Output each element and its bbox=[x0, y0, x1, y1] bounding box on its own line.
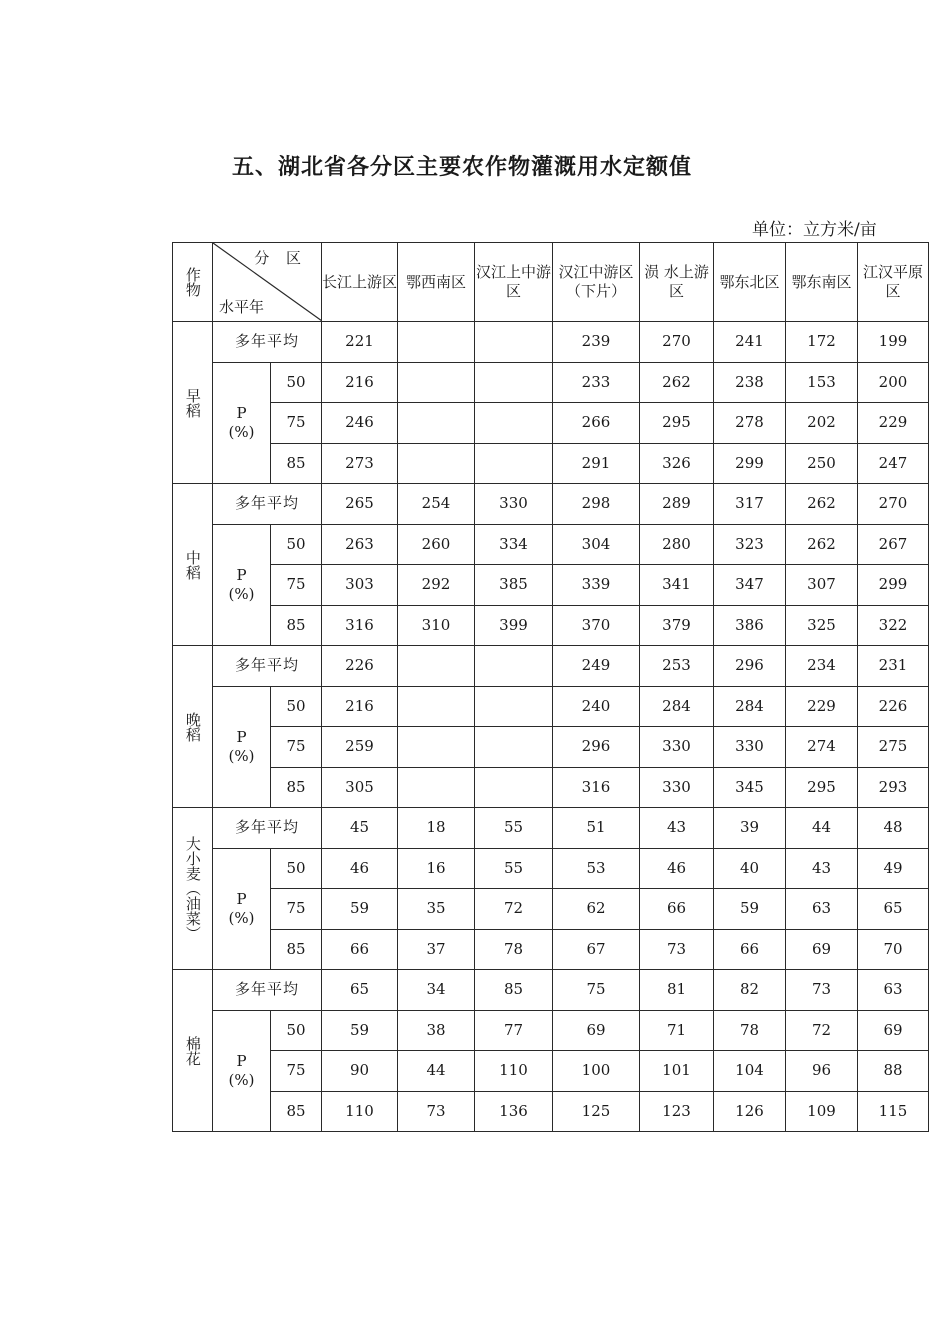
quota-value-cell: 37 bbox=[398, 929, 475, 970]
quota-value-cell: 233 bbox=[553, 362, 640, 403]
table-row bbox=[173, 970, 929, 1011]
zone-header: 汉江中游区（下片） bbox=[553, 243, 640, 322]
crop-name-cell: 中稻 bbox=[173, 484, 213, 646]
quota-value-cell: 284 bbox=[640, 686, 714, 727]
quota-value-cell: 296 bbox=[553, 727, 640, 768]
table-row bbox=[173, 484, 929, 525]
quota-value-cell: 295 bbox=[786, 767, 858, 808]
crop-name-cell: 棉花 bbox=[173, 970, 213, 1132]
quota-value-cell: 296 bbox=[714, 646, 786, 687]
zone-header: 鄂西南区 bbox=[398, 243, 475, 322]
quota-value-cell: 262 bbox=[786, 524, 858, 565]
quota-value-cell: 51 bbox=[553, 808, 640, 849]
quota-value-cell bbox=[398, 322, 475, 363]
quota-value-cell bbox=[398, 646, 475, 687]
quota-value-cell bbox=[475, 686, 553, 727]
quota-value-cell: 326 bbox=[640, 443, 714, 484]
quota-value-cell: 59 bbox=[322, 1010, 398, 1051]
quota-value-cell: 46 bbox=[322, 848, 398, 889]
quota-value-cell: 266 bbox=[553, 403, 640, 444]
probability-value-cell: 85 bbox=[271, 767, 322, 808]
quota-value-cell: 316 bbox=[322, 605, 398, 646]
quota-value-cell: 216 bbox=[322, 362, 398, 403]
quota-value-cell: 77 bbox=[475, 1010, 553, 1051]
p-label: P bbox=[236, 890, 247, 908]
quota-value-cell: 73 bbox=[640, 929, 714, 970]
zone-header: 江汉平原区 bbox=[858, 243, 929, 322]
quota-value-cell: 63 bbox=[858, 970, 929, 1011]
table-row bbox=[173, 727, 929, 768]
quota-value-cell: 253 bbox=[640, 646, 714, 687]
quota-value-cell: 270 bbox=[640, 322, 714, 363]
probability-value-cell: 85 bbox=[271, 605, 322, 646]
unit-label: 单位：立方米/亩 bbox=[752, 220, 877, 240]
avg-label-cell: 多年平均 bbox=[213, 808, 322, 849]
quota-value-cell bbox=[475, 322, 553, 363]
quota-value-cell: 280 bbox=[640, 524, 714, 565]
probability-value-cell: 50 bbox=[271, 1010, 322, 1051]
quota-value-cell: 59 bbox=[322, 889, 398, 930]
p-label: P bbox=[236, 404, 247, 422]
table-row bbox=[173, 322, 929, 363]
quota-value-cell bbox=[475, 362, 553, 403]
probability-value-cell: 50 bbox=[271, 524, 322, 565]
table-row bbox=[173, 686, 929, 727]
quota-value-cell: 55 bbox=[475, 808, 553, 849]
table-row bbox=[173, 889, 929, 930]
quota-value-cell: 299 bbox=[858, 565, 929, 606]
quota-value-cell: 71 bbox=[640, 1010, 714, 1051]
quota-value-cell: 347 bbox=[714, 565, 786, 606]
quota-value-cell: 40 bbox=[714, 848, 786, 889]
quota-value-cell: 78 bbox=[714, 1010, 786, 1051]
table-row bbox=[173, 565, 929, 606]
quota-value-cell: 226 bbox=[858, 686, 929, 727]
quota-value-cell: 72 bbox=[475, 889, 553, 930]
quota-value-cell: 88 bbox=[858, 1051, 929, 1092]
avg-label-cell: 多年平均 bbox=[213, 646, 322, 687]
crop-header: 作物 bbox=[173, 243, 213, 322]
table-row bbox=[173, 1091, 929, 1132]
quota-value-cell: 90 bbox=[322, 1051, 398, 1092]
quota-value-cell: 65 bbox=[858, 889, 929, 930]
quota-value-cell: 292 bbox=[398, 565, 475, 606]
quota-value-cell: 38 bbox=[398, 1010, 475, 1051]
quota-value-cell: 240 bbox=[553, 686, 640, 727]
quota-value-cell: 104 bbox=[714, 1051, 786, 1092]
p-unit: (%) bbox=[228, 422, 255, 441]
quota-value-cell: 330 bbox=[640, 767, 714, 808]
quota-value-cell: 82 bbox=[714, 970, 786, 1011]
quota-value-cell: 34 bbox=[398, 970, 475, 1011]
quota-value-cell: 273 bbox=[322, 443, 398, 484]
quota-value-cell: 275 bbox=[858, 727, 929, 768]
quota-value-cell: 295 bbox=[640, 403, 714, 444]
quota-value-cell: 246 bbox=[322, 403, 398, 444]
quota-value-cell: 330 bbox=[475, 484, 553, 525]
quota-value-cell: 334 bbox=[475, 524, 553, 565]
quota-value-cell: 202 bbox=[786, 403, 858, 444]
quota-value-cell: 81 bbox=[640, 970, 714, 1011]
quota-value-cell: 66 bbox=[714, 929, 786, 970]
quota-value-cell: 109 bbox=[786, 1091, 858, 1132]
quota-value-cell: 48 bbox=[858, 808, 929, 849]
quota-value-cell: 284 bbox=[714, 686, 786, 727]
zone-header: 长江上游区 bbox=[322, 243, 398, 322]
probability-value-cell: 75 bbox=[271, 1051, 322, 1092]
quota-value-cell: 299 bbox=[714, 443, 786, 484]
quota-value-cell: 35 bbox=[398, 889, 475, 930]
quota-value-cell: 231 bbox=[858, 646, 929, 687]
quota-value-cell: 229 bbox=[858, 403, 929, 444]
p-unit: (%) bbox=[228, 1070, 255, 1089]
quota-value-cell: 45 bbox=[322, 808, 398, 849]
crop-name-cell: 晚稻 bbox=[173, 646, 213, 808]
quota-value-cell: 265 bbox=[322, 484, 398, 525]
quota-value-cell: 126 bbox=[714, 1091, 786, 1132]
quota-value-cell: 53 bbox=[553, 848, 640, 889]
zone-year-header bbox=[213, 243, 322, 322]
quota-value-cell: 274 bbox=[786, 727, 858, 768]
crop-name-cell: 大小麦（油菜） bbox=[173, 808, 213, 970]
quota-value-cell: 249 bbox=[553, 646, 640, 687]
quota-value-cell: 123 bbox=[640, 1091, 714, 1132]
quota-value-cell: 293 bbox=[858, 767, 929, 808]
quota-value-cell: 291 bbox=[553, 443, 640, 484]
quota-value-cell bbox=[398, 403, 475, 444]
quota-value-cell bbox=[475, 767, 553, 808]
quota-value-cell: 270 bbox=[858, 484, 929, 525]
avg-label-cell: 多年平均 bbox=[213, 970, 322, 1011]
quota-value-cell: 316 bbox=[553, 767, 640, 808]
quota-value-cell: 263 bbox=[322, 524, 398, 565]
quota-value-cell: 101 bbox=[640, 1051, 714, 1092]
table-row bbox=[173, 362, 929, 403]
quota-value-cell: 96 bbox=[786, 1051, 858, 1092]
quota-value-cell bbox=[398, 362, 475, 403]
quota-value-cell: 386 bbox=[714, 605, 786, 646]
p-unit: (%) bbox=[228, 908, 255, 927]
quota-value-cell: 323 bbox=[714, 524, 786, 565]
quota-value-cell: 69 bbox=[553, 1010, 640, 1051]
quota-value-cell: 250 bbox=[786, 443, 858, 484]
avg-label-cell: 多年平均 bbox=[213, 322, 322, 363]
quota-value-cell: 262 bbox=[640, 362, 714, 403]
quota-value-cell: 43 bbox=[786, 848, 858, 889]
quota-value-cell: 234 bbox=[786, 646, 858, 687]
probability-value-cell: 75 bbox=[271, 727, 322, 768]
table-row bbox=[173, 646, 929, 687]
quota-value-cell: 307 bbox=[786, 565, 858, 606]
quota-value-cell: 65 bbox=[322, 970, 398, 1011]
quota-value-cell: 78 bbox=[475, 929, 553, 970]
quota-value-cell: 399 bbox=[475, 605, 553, 646]
table-row bbox=[173, 1051, 929, 1092]
header-row bbox=[173, 243, 929, 322]
zone-header-label: 分 区 bbox=[254, 249, 307, 267]
quota-value-cell: 241 bbox=[714, 322, 786, 363]
quota-value-cell: 278 bbox=[714, 403, 786, 444]
quota-value-cell: 69 bbox=[858, 1010, 929, 1051]
table-row bbox=[173, 443, 929, 484]
table-row bbox=[173, 808, 929, 849]
quota-value-cell: 216 bbox=[322, 686, 398, 727]
quota-value-cell: 172 bbox=[786, 322, 858, 363]
quota-value-cell bbox=[398, 686, 475, 727]
quota-value-cell: 262 bbox=[786, 484, 858, 525]
quota-value-cell: 44 bbox=[398, 1051, 475, 1092]
probability-label-cell bbox=[213, 686, 271, 808]
quota-value-cell bbox=[475, 646, 553, 687]
p-unit: (%) bbox=[228, 746, 255, 765]
page-title: 五、湖北省各分区主要农作物灌溉用水定额值 bbox=[232, 155, 693, 180]
quota-value-cell bbox=[398, 443, 475, 484]
table-row bbox=[173, 524, 929, 565]
quota-value-cell: 199 bbox=[858, 322, 929, 363]
probability-value-cell: 85 bbox=[271, 929, 322, 970]
quota-value-cell: 43 bbox=[640, 808, 714, 849]
quota-value-cell: 85 bbox=[475, 970, 553, 1011]
quota-value-cell: 110 bbox=[322, 1091, 398, 1132]
quota-value-cell: 59 bbox=[714, 889, 786, 930]
quota-value-cell bbox=[475, 727, 553, 768]
table-row bbox=[173, 403, 929, 444]
probability-value-cell: 50 bbox=[271, 848, 322, 889]
quota-value-cell: 110 bbox=[475, 1051, 553, 1092]
probability-label-cell bbox=[213, 362, 271, 484]
probability-value-cell: 75 bbox=[271, 403, 322, 444]
quota-value-cell: 66 bbox=[640, 889, 714, 930]
p-label: P bbox=[236, 566, 247, 584]
quota-value-cell: 44 bbox=[786, 808, 858, 849]
quota-value-cell: 259 bbox=[322, 727, 398, 768]
probability-value-cell: 75 bbox=[271, 889, 322, 930]
probability-value-cell: 50 bbox=[271, 362, 322, 403]
quota-value-cell: 385 bbox=[475, 565, 553, 606]
zone-header: 鄂东南区 bbox=[786, 243, 858, 322]
quota-value-cell: 221 bbox=[322, 322, 398, 363]
quota-value-cell: 55 bbox=[475, 848, 553, 889]
quota-value-cell: 39 bbox=[714, 808, 786, 849]
quota-value-cell: 136 bbox=[475, 1091, 553, 1132]
crop-name-cell: 早稻 bbox=[173, 322, 213, 484]
quota-value-cell bbox=[475, 403, 553, 444]
quota-value-cell: 72 bbox=[786, 1010, 858, 1051]
quota-value-cell: 341 bbox=[640, 565, 714, 606]
irrigation-quota-table bbox=[172, 242, 929, 1132]
probability-label-cell bbox=[213, 524, 271, 646]
quota-value-cell bbox=[475, 443, 553, 484]
table-row bbox=[173, 767, 929, 808]
table-row bbox=[173, 848, 929, 889]
quota-value-cell: 370 bbox=[553, 605, 640, 646]
quota-value-cell: 330 bbox=[714, 727, 786, 768]
quota-value-cell: 63 bbox=[786, 889, 858, 930]
avg-label-cell: 多年平均 bbox=[213, 484, 322, 525]
probability-value-cell: 85 bbox=[271, 1091, 322, 1132]
year-header-label: 水平年 bbox=[219, 298, 265, 317]
p-unit: (%) bbox=[228, 584, 255, 603]
quota-value-cell: 298 bbox=[553, 484, 640, 525]
quota-value-cell: 226 bbox=[322, 646, 398, 687]
quota-value-cell: 75 bbox=[553, 970, 640, 1011]
table-row bbox=[173, 1010, 929, 1051]
quota-value-cell: 125 bbox=[553, 1091, 640, 1132]
quota-value-cell: 66 bbox=[322, 929, 398, 970]
quota-value-cell: 239 bbox=[553, 322, 640, 363]
quota-value-cell: 345 bbox=[714, 767, 786, 808]
quota-value-cell: 339 bbox=[553, 565, 640, 606]
probability-value-cell: 50 bbox=[271, 686, 322, 727]
zone-header: 汉江上中游区 bbox=[475, 243, 553, 322]
quota-value-cell: 267 bbox=[858, 524, 929, 565]
zone-header: 涢 水上游区 bbox=[640, 243, 714, 322]
quota-value-cell: 49 bbox=[858, 848, 929, 889]
zone-header: 鄂东北区 bbox=[714, 243, 786, 322]
quota-value-cell: 153 bbox=[786, 362, 858, 403]
quota-value-cell: 238 bbox=[714, 362, 786, 403]
quota-value-cell: 304 bbox=[553, 524, 640, 565]
quota-value-cell: 317 bbox=[714, 484, 786, 525]
quota-value-cell: 260 bbox=[398, 524, 475, 565]
quota-value-cell: 69 bbox=[786, 929, 858, 970]
quota-value-cell: 254 bbox=[398, 484, 475, 525]
quota-value-cell: 18 bbox=[398, 808, 475, 849]
quota-value-cell: 73 bbox=[786, 970, 858, 1011]
probability-label-cell bbox=[213, 848, 271, 970]
quota-value-cell bbox=[398, 727, 475, 768]
quota-value-cell bbox=[398, 767, 475, 808]
probability-label-cell bbox=[213, 1010, 271, 1132]
quota-value-cell: 379 bbox=[640, 605, 714, 646]
quota-value-cell: 16 bbox=[398, 848, 475, 889]
table-row bbox=[173, 929, 929, 970]
quota-value-cell: 330 bbox=[640, 727, 714, 768]
p-label: P bbox=[236, 1052, 247, 1070]
table-row bbox=[173, 605, 929, 646]
quota-value-cell: 67 bbox=[553, 929, 640, 970]
quota-value-cell: 100 bbox=[553, 1051, 640, 1092]
probability-value-cell: 85 bbox=[271, 443, 322, 484]
quota-value-cell: 289 bbox=[640, 484, 714, 525]
quota-value-cell: 247 bbox=[858, 443, 929, 484]
quota-value-cell: 62 bbox=[553, 889, 640, 930]
quota-value-cell: 310 bbox=[398, 605, 475, 646]
p-label: P bbox=[236, 728, 247, 746]
quota-value-cell: 46 bbox=[640, 848, 714, 889]
quota-value-cell: 322 bbox=[858, 605, 929, 646]
quota-value-cell: 303 bbox=[322, 565, 398, 606]
quota-value-cell: 200 bbox=[858, 362, 929, 403]
table-body bbox=[173, 322, 929, 1132]
quota-value-cell: 325 bbox=[786, 605, 858, 646]
quota-value-cell: 229 bbox=[786, 686, 858, 727]
quota-value-cell: 73 bbox=[398, 1091, 475, 1132]
probability-value-cell: 75 bbox=[271, 565, 322, 606]
quota-value-cell: 70 bbox=[858, 929, 929, 970]
quota-value-cell: 305 bbox=[322, 767, 398, 808]
quota-value-cell: 115 bbox=[858, 1091, 929, 1132]
